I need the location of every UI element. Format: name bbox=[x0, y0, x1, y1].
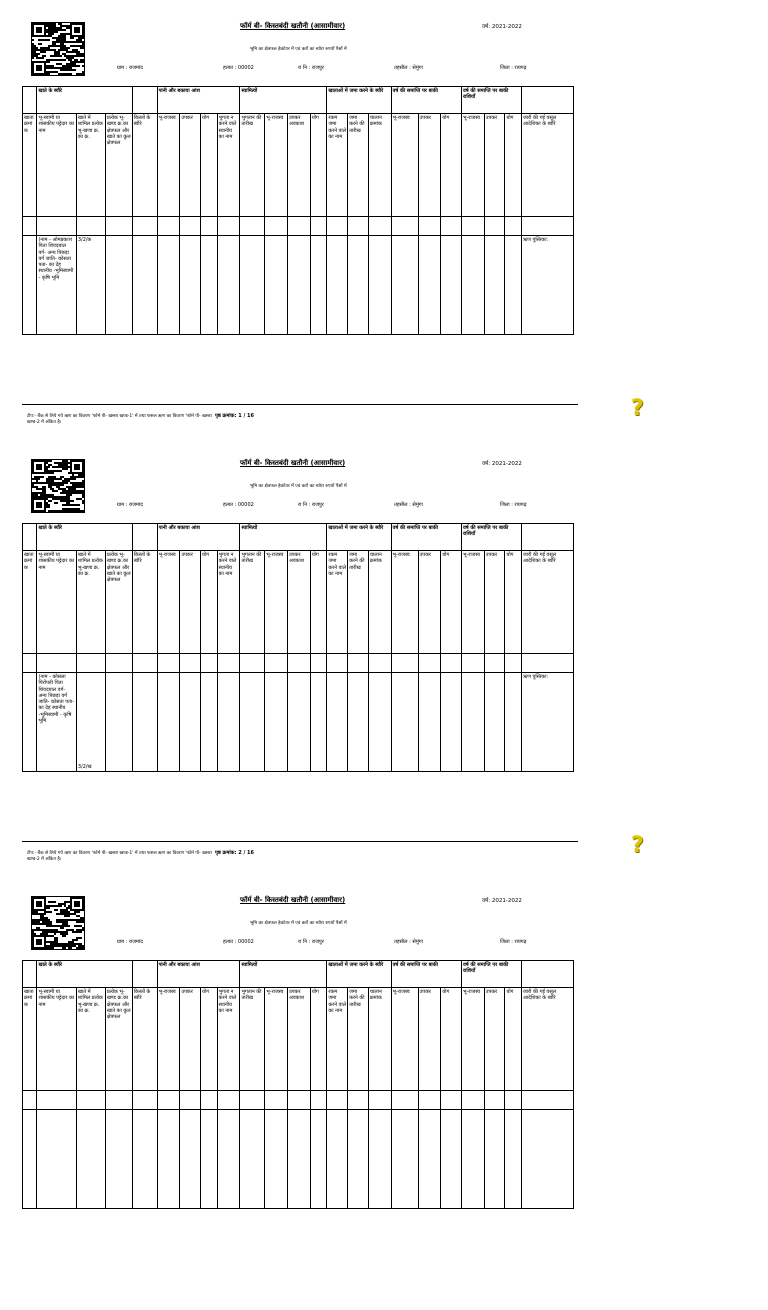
data-cell bbox=[240, 673, 265, 772]
column-header: भुगता न करने वाले स्थानीय का नाम bbox=[217, 551, 240, 654]
column-header: भुगता न करने वाले स्थानीय का नाम bbox=[217, 988, 240, 1091]
column-header: योग bbox=[310, 551, 327, 654]
blank-cell bbox=[288, 1091, 311, 1110]
column-header: किस्तों के ब्यौरे bbox=[132, 551, 157, 654]
blank-cell bbox=[180, 217, 201, 236]
blank-cell bbox=[288, 217, 311, 236]
column-header: भू-स्वामी या शासकीय पट्टेदार का नाम bbox=[37, 114, 76, 217]
data-cell bbox=[217, 1110, 240, 1209]
column-header: प्रत्येक भू-खण्ड क्र.का क्षेत्रफल और खाते का कुल क्षेत्रफल bbox=[105, 551, 132, 654]
data-cell bbox=[265, 236, 288, 335]
data-cell bbox=[441, 236, 462, 335]
table-row bbox=[23, 1110, 574, 1209]
form-page bbox=[0, 437, 768, 873]
column-header: जमा करने की तारीख bbox=[348, 988, 369, 1091]
column-header: भू-राजस्व bbox=[265, 114, 288, 217]
blank-cell bbox=[23, 1091, 37, 1110]
data-cell bbox=[157, 673, 180, 772]
data-cell bbox=[418, 1110, 441, 1209]
plot-number: 3/2/ख bbox=[76, 673, 105, 772]
group-header: वर्ष की समाप्ति पर बाकी bbox=[391, 87, 461, 114]
blank-cell bbox=[348, 1091, 369, 1110]
form-page bbox=[0, 874, 768, 1310]
data-cell bbox=[157, 236, 180, 335]
group-header: पानी और बकाया आंश bbox=[157, 961, 240, 988]
data-cell bbox=[217, 236, 240, 335]
column-header: उपकर bbox=[418, 551, 441, 654]
data-cell bbox=[201, 1110, 218, 1209]
plot-number: 3/2/क bbox=[76, 236, 105, 335]
data-cell bbox=[368, 236, 391, 335]
data-cell bbox=[265, 1110, 288, 1209]
column-header: भू-राजस्व bbox=[391, 551, 418, 654]
data-cell bbox=[23, 236, 37, 335]
blank-cell bbox=[105, 1091, 132, 1110]
group-header: वर्ष की समाप्ति पर बाकी bbox=[391, 524, 461, 551]
column-header: खाता क्रमां क bbox=[23, 551, 37, 654]
blank-cell bbox=[327, 654, 348, 673]
data-cell bbox=[132, 1110, 157, 1209]
column-header: भुगता न करने वाले स्थानीय का नाम bbox=[217, 114, 240, 217]
blank-cell bbox=[461, 654, 484, 673]
column-header: भू-राजस्व bbox=[461, 114, 484, 217]
page-number: पृष्ठ क्रमांक: 1 / 16 bbox=[215, 413, 254, 419]
blank-cell bbox=[368, 217, 391, 236]
blank-cell bbox=[23, 217, 37, 236]
column-header: प्रत्येक भू-खण्ड क्र.का क्षेत्रफल और खाते का कुल क्षेत्रफल bbox=[105, 988, 132, 1091]
blank-cell bbox=[310, 1091, 327, 1110]
halka-label: हल्का : 00002 bbox=[223, 939, 254, 945]
form-year: वर्ष: 2021-2022 bbox=[482, 898, 522, 904]
column-header: चालान क्रमांक bbox=[368, 988, 391, 1091]
column-header: रकम जमा करने वाले का नाम bbox=[327, 988, 348, 1091]
data-cell bbox=[288, 1110, 311, 1209]
tehsil-label: तहसील : सेमुंगा bbox=[394, 502, 423, 508]
blank-cell bbox=[484, 1091, 505, 1110]
blank-cell bbox=[76, 1091, 105, 1110]
data-cell bbox=[310, 1110, 327, 1209]
data-cell bbox=[105, 673, 132, 772]
blank-cell bbox=[505, 217, 522, 236]
data-cell bbox=[310, 673, 327, 772]
group-header: स्वामित्वों bbox=[240, 87, 327, 114]
group-header: खाते के ब्यौरे bbox=[37, 961, 132, 988]
blank-cell bbox=[265, 1091, 288, 1110]
blank-cell bbox=[157, 654, 180, 673]
data-cell bbox=[240, 236, 265, 335]
ra-ni-label: रा नि : राजपुर bbox=[298, 65, 324, 71]
column-header: उपकर bbox=[180, 551, 201, 654]
group-header bbox=[132, 87, 157, 114]
data-cell bbox=[23, 1110, 37, 1209]
data-cell bbox=[441, 1110, 462, 1209]
column-header: भू-राजस्व bbox=[391, 988, 418, 1091]
form-subtitle: भूमि का क्षेत्रफल हेक्टेयर में एवं करों का ब्योरा रुपयों पैसों में bbox=[250, 484, 347, 489]
blank-cell bbox=[132, 654, 157, 673]
blank-cell bbox=[132, 1091, 157, 1110]
data-cell bbox=[240, 1110, 265, 1209]
footnote-text: टीप:- बैंक से लिये गये ऋण का विवरण 'फॉर्म पी- खसरा खण्ड-1' में तथा फसल ऋण का विवरण 'फॉर्म पी- खसरा खण्ड-2 में अंकित है। bbox=[27, 414, 212, 426]
column-header: योग bbox=[441, 551, 462, 654]
data-cell bbox=[348, 236, 369, 335]
data-cell bbox=[368, 1110, 391, 1209]
ra-ni-label: रा नि : राजपुर bbox=[298, 502, 324, 508]
blank-cell bbox=[522, 654, 574, 673]
blank-cell bbox=[265, 654, 288, 673]
blank-cell bbox=[76, 217, 105, 236]
column-header: खाते में शामिल प्रत्येक भू-खण्ड क्र. का क्र. bbox=[76, 988, 105, 1091]
data-cell bbox=[201, 673, 218, 772]
group-header: खाताओं में जमा करने के ब्यौरे bbox=[327, 961, 391, 988]
column-header: चालान क्रमांक bbox=[368, 551, 391, 654]
blank-cell bbox=[105, 217, 132, 236]
blank-cell bbox=[132, 217, 157, 236]
column-header: खाते में शामिल प्रत्येक भू-खण्ड क्र. का क्र. bbox=[76, 551, 105, 654]
group-header: वर्ष की समाप्ति पर बाकी राशियाँ bbox=[461, 524, 521, 551]
blank-cell bbox=[441, 217, 462, 236]
data-cell bbox=[391, 1110, 418, 1209]
loan-booklet-remark: ऋण पुस्तिका: bbox=[522, 673, 574, 772]
column-header: योग bbox=[441, 988, 462, 1091]
column-header: उपकर bbox=[484, 551, 505, 654]
table-row bbox=[23, 673, 574, 772]
blank-cell bbox=[201, 217, 218, 236]
blank-cell bbox=[180, 1091, 201, 1110]
blank-cell bbox=[76, 654, 105, 673]
tehsil-label: तहसील : सेमुंगा bbox=[394, 65, 423, 71]
footer-divider bbox=[22, 404, 578, 405]
blank-cell bbox=[327, 1091, 348, 1110]
column-header: उपकर bbox=[484, 988, 505, 1091]
data-cell bbox=[132, 236, 157, 335]
data-cell bbox=[505, 673, 522, 772]
column-header: योग bbox=[505, 988, 522, 1091]
group-header bbox=[132, 961, 157, 988]
blank-cell bbox=[484, 217, 505, 236]
village-label: ग्राम : राजमांद bbox=[117, 65, 143, 71]
column-header: भू-राजस्व bbox=[157, 551, 180, 654]
village-label: ग्राम : राजमांद bbox=[117, 939, 143, 945]
data-cell bbox=[441, 673, 462, 772]
column-header: योग bbox=[201, 114, 218, 217]
column-header: खाता क्रमां क bbox=[23, 988, 37, 1091]
tehsil-label: तहसील : सेमुंगा bbox=[394, 939, 423, 945]
blank-cell bbox=[368, 654, 391, 673]
table-row bbox=[23, 236, 574, 335]
data-cell bbox=[132, 673, 157, 772]
column-header: उपकर bbox=[418, 988, 441, 1091]
data-cell bbox=[105, 236, 132, 335]
district-label: जिला : रायगढ़ bbox=[500, 939, 527, 945]
column-header: उपकर अवकाश bbox=[288, 114, 311, 217]
column-header: योग bbox=[441, 114, 462, 217]
column-header: जमा करने की तारीख bbox=[348, 114, 369, 217]
data-cell bbox=[288, 673, 311, 772]
blank-cell bbox=[240, 654, 265, 673]
column-header: भू-राजस्व bbox=[461, 551, 484, 654]
blank-cell bbox=[441, 654, 462, 673]
group-header bbox=[132, 524, 157, 551]
data-cell bbox=[327, 1110, 348, 1209]
form-year: वर्ष: 2021-2022 bbox=[482, 461, 522, 467]
column-header: उपकर bbox=[180, 988, 201, 1091]
qr-code bbox=[31, 459, 85, 513]
data-cell bbox=[310, 236, 327, 335]
column-header: उपकर अवकाश bbox=[288, 551, 311, 654]
data-cell bbox=[105, 1110, 132, 1209]
footer-divider bbox=[22, 841, 578, 842]
data-cell bbox=[180, 1110, 201, 1209]
column-header: योग bbox=[310, 988, 327, 1091]
blank-cell bbox=[310, 217, 327, 236]
blank-cell bbox=[505, 1091, 522, 1110]
district-label: जिला : रायगढ़ bbox=[500, 502, 527, 508]
column-header: जारी की गई वसूल आदेशिका के ब्यौरे bbox=[522, 114, 574, 217]
data-cell bbox=[391, 673, 418, 772]
data-cell bbox=[157, 1110, 180, 1209]
group-header: पानी और बकाया आंश bbox=[157, 87, 240, 114]
group-header: खाते के ब्यौरे bbox=[37, 524, 132, 551]
group-header: वर्ष की समाप्ति पर बाकी राशियाँ bbox=[461, 87, 521, 114]
khatauni-table bbox=[22, 523, 574, 772]
group-header: वर्ष की समाप्ति पर बाकी राशियाँ bbox=[461, 961, 521, 988]
blank-cell bbox=[348, 217, 369, 236]
owner-details: (नाम - कोसला पिरोंपती पिता शिवदयाल वर्ग- अन्य पिछड़ा वर्ग जाति- कोसता पता- का देह स्थानीय -भूमिस्वामी - कृषि भूमि bbox=[37, 673, 76, 772]
question-mark-icon[interactable]: ? bbox=[631, 833, 644, 858]
blank-cell bbox=[441, 1091, 462, 1110]
column-header: उपकर अवकाश bbox=[288, 988, 311, 1091]
data-cell bbox=[418, 236, 441, 335]
blank-cell bbox=[157, 1091, 180, 1110]
village-label: ग्राम : राजमांद bbox=[117, 502, 143, 508]
column-header: भुगतान की तारीख bbox=[240, 551, 265, 654]
data-cell bbox=[327, 673, 348, 772]
column-header: भू-राजस्व bbox=[265, 988, 288, 1091]
column-header: जारी की गई वसूल आदेशिका के ब्यौरे bbox=[522, 988, 574, 1091]
form-subtitle: भूमि का क्षेत्रफल हेक्टेयर में एवं करों का ब्योरा रुपयों पैसों में bbox=[250, 47, 347, 52]
blank-cell bbox=[348, 654, 369, 673]
group-header bbox=[23, 524, 37, 551]
data-cell bbox=[327, 236, 348, 335]
group-header: खाताओं में जमा करने के ब्यौरे bbox=[327, 87, 391, 114]
blank-cell bbox=[391, 1091, 418, 1110]
column-header: भुगतान की तारीख bbox=[240, 114, 265, 217]
blank-cell bbox=[288, 654, 311, 673]
column-header: योग bbox=[201, 551, 218, 654]
data-cell bbox=[201, 236, 218, 335]
qr-code bbox=[31, 22, 85, 76]
data-cell bbox=[348, 1110, 369, 1209]
column-header: चालान क्रमांक bbox=[368, 114, 391, 217]
data-cell bbox=[23, 673, 37, 772]
column-header: भुगतान की तारीख bbox=[240, 988, 265, 1091]
group-header: वर्ष की समाप्ति पर बाकी bbox=[391, 961, 461, 988]
form-title: फॉर्म बी- किस्तबंदी खतौनी (आसामीवार) bbox=[240, 22, 346, 30]
column-header: जमा करने की तारीख bbox=[348, 551, 369, 654]
column-header: योग bbox=[201, 988, 218, 1091]
column-header: रकम जमा करने वाले का नाम bbox=[327, 114, 348, 217]
column-header: भू-राजस्व bbox=[461, 988, 484, 1091]
blank-cell bbox=[217, 217, 240, 236]
group-header bbox=[522, 524, 574, 551]
column-header: भू-राजस्व bbox=[157, 988, 180, 1091]
column-header: भू-राजस्व bbox=[157, 114, 180, 217]
blank-cell bbox=[461, 1091, 484, 1110]
blank-cell bbox=[368, 1091, 391, 1110]
blank-cell bbox=[240, 217, 265, 236]
blank-cell bbox=[418, 1091, 441, 1110]
form-subtitle: भूमि का क्षेत्रफल हेक्टेयर में एवं करों का ब्योरा रुपयों पैसों में bbox=[250, 921, 347, 926]
data-cell bbox=[265, 673, 288, 772]
column-header: योग bbox=[505, 114, 522, 217]
column-header: खाता क्रमां क bbox=[23, 114, 37, 217]
plot-number bbox=[76, 1110, 105, 1209]
column-header: भू-स्वामी या शासकीय पट्टेदार का नाम bbox=[37, 988, 76, 1091]
blank-cell bbox=[217, 654, 240, 673]
data-cell bbox=[484, 1110, 505, 1209]
blank-cell bbox=[201, 1091, 218, 1110]
page-number: पृष्ठ क्रमांक: 2 / 16 bbox=[215, 850, 254, 856]
column-header: उपकर bbox=[484, 114, 505, 217]
footnote-text: टीप:- बैंक से लिये गये ऋण का विवरण 'फॉर्म पी- खसरा खण्ड-1' में तथा फसल ऋण का विवरण 'फॉर्म पी- खसरा खण्ड-2 में अंकित है। bbox=[27, 851, 212, 863]
blank-cell bbox=[23, 654, 37, 673]
blank-cell bbox=[461, 217, 484, 236]
blank-cell bbox=[240, 1091, 265, 1110]
blank-cell bbox=[201, 654, 218, 673]
data-cell bbox=[505, 1110, 522, 1209]
blank-cell bbox=[37, 1091, 76, 1110]
column-header: प्रत्येक भू-खण्ड क्र.का क्षेत्रफल और खाते का कुल क्षेत्रफल bbox=[105, 114, 132, 217]
blank-cell bbox=[180, 654, 201, 673]
halka-label: हल्का : 00002 bbox=[223, 65, 254, 71]
blank-cell bbox=[418, 217, 441, 236]
column-header: भू-राजस्व bbox=[391, 114, 418, 217]
blank-cell bbox=[484, 654, 505, 673]
data-cell bbox=[217, 673, 240, 772]
data-cell bbox=[391, 236, 418, 335]
data-cell bbox=[461, 673, 484, 772]
data-cell bbox=[180, 673, 201, 772]
blank-cell bbox=[265, 217, 288, 236]
ra-ni-label: रा नि : राजपुर bbox=[298, 939, 324, 945]
form-page bbox=[0, 0, 768, 436]
halka-label: हल्का : 00002 bbox=[223, 502, 254, 508]
data-cell bbox=[288, 236, 311, 335]
group-header: स्वामित्वों bbox=[240, 961, 327, 988]
data-cell bbox=[418, 673, 441, 772]
group-header bbox=[522, 961, 574, 988]
column-header: भू-स्वामी या शासकीय पट्टेदार का नाम bbox=[37, 551, 76, 654]
question-mark-icon[interactable]: ? bbox=[631, 396, 644, 421]
group-header bbox=[23, 961, 37, 988]
loan-booklet-remark bbox=[522, 1110, 574, 1209]
blank-cell bbox=[310, 654, 327, 673]
district-label: जिला : रायगढ़ bbox=[500, 65, 527, 71]
blank-cell bbox=[37, 654, 76, 673]
blank-cell bbox=[391, 654, 418, 673]
group-header bbox=[522, 87, 574, 114]
column-header: खाते में शामिल प्रत्येक भू-खण्ड क्र. का क्र. bbox=[76, 114, 105, 217]
group-header: स्वामित्वों bbox=[240, 524, 327, 551]
column-header: रकम जमा करने वाले का नाम bbox=[327, 551, 348, 654]
blank-cell bbox=[505, 654, 522, 673]
form-title: फॉर्म बी- किस्तबंदी खतौनी (आसामीवार) bbox=[240, 896, 346, 904]
owner-details bbox=[37, 1110, 76, 1209]
loan-booklet-remark: ऋण पुस्तिका: bbox=[522, 236, 574, 335]
column-header: भू-राजस्व bbox=[265, 551, 288, 654]
column-header: किस्तों के ब्यौरे bbox=[132, 988, 157, 1091]
data-cell bbox=[348, 673, 369, 772]
blank-cell bbox=[105, 654, 132, 673]
data-cell bbox=[484, 673, 505, 772]
blank-cell bbox=[391, 217, 418, 236]
data-cell bbox=[461, 1110, 484, 1209]
owner-details: (नाम - ओमप्रकाश पिता शिवदयाल वर्ग- अन्य पिछड़ा वर्ग जाति- कोसता पता- का देह स्थानीय -भूमिस्वामी - कृषि भूमि bbox=[37, 236, 76, 335]
khatauni-table bbox=[22, 86, 574, 335]
form-title: फॉर्म बी- किस्तबंदी खतौनी (आसामीवार) bbox=[240, 459, 346, 467]
group-header: पानी और बकाया आंश bbox=[157, 524, 240, 551]
group-header: खाते के ब्यौरे bbox=[37, 87, 132, 114]
blank-cell bbox=[418, 654, 441, 673]
column-header: जारी की गई वसूल आदेशिका के ब्यौरे bbox=[522, 551, 574, 654]
data-cell bbox=[368, 673, 391, 772]
blank-cell bbox=[37, 217, 76, 236]
group-header bbox=[23, 87, 37, 114]
column-header: योग bbox=[505, 551, 522, 654]
blank-cell bbox=[522, 1091, 574, 1110]
data-cell bbox=[180, 236, 201, 335]
qr-code bbox=[31, 896, 85, 950]
blank-cell bbox=[327, 217, 348, 236]
group-header: खाताओं में जमा करने के ब्यौरे bbox=[327, 524, 391, 551]
column-header: किस्तों के ब्यौरे bbox=[132, 114, 157, 217]
blank-cell bbox=[157, 217, 180, 236]
data-cell bbox=[484, 236, 505, 335]
blank-cell bbox=[217, 1091, 240, 1110]
column-header: योग bbox=[310, 114, 327, 217]
blank-cell bbox=[522, 217, 574, 236]
data-cell bbox=[505, 236, 522, 335]
khatauni-table bbox=[22, 960, 574, 1209]
column-header: उपकर bbox=[418, 114, 441, 217]
form-year: वर्ष: 2021-2022 bbox=[482, 24, 522, 30]
column-header: उपकर bbox=[180, 114, 201, 217]
data-cell bbox=[461, 236, 484, 335]
